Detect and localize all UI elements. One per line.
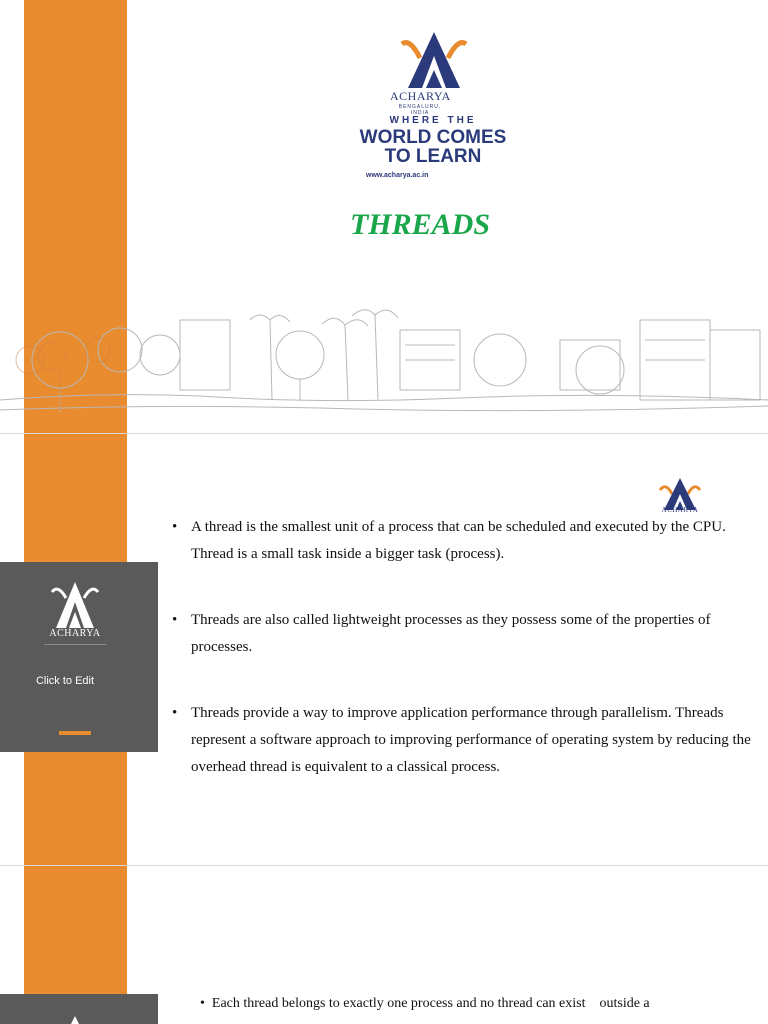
side-panel [0, 562, 158, 752]
bullet-dot: • [172, 612, 178, 628]
bullet-text: • Each thread belongs to exactly one process and no thread can exist outside a [200, 996, 650, 1011]
tagline-line-2: WORLD COMES [359, 127, 507, 148]
click-to-edit-placeholder[interactable]: Click to Edit [35, 675, 95, 687]
orange-dash [59, 731, 91, 735]
acharya-logo-white-icon [60, 1014, 90, 1024]
bullet-dot: • [172, 705, 178, 721]
tagline-line-3: TO LEARN [384, 146, 482, 167]
bullet-text: Threads provide a way to improve application performance through parallelism. Threads represent a software approach to improving performance of operating system by reducing the overhead thread is equivalent to a classical process. [191, 705, 751, 775]
campus-skyline-illustration [0, 300, 768, 433]
list-item [168, 514, 758, 568]
side-panel [0, 994, 158, 1024]
panel-divider [44, 644, 106, 645]
website-url: www.acharya.ac.in [366, 172, 429, 179]
logo-name: ACHARYA [390, 89, 451, 103]
logo-location: BENGALURU, INDIA [398, 104, 442, 116]
list-item [168, 700, 758, 781]
small-logo-name: ACHARYA [661, 506, 699, 514]
list-item [168, 607, 758, 661]
bullet-text: A thread is the smallest unit of a process that can be scheduled and executed by the CPU. Thread is a small task inside a bigger task (process). [191, 519, 726, 562]
content-slide-partial [0, 866, 768, 1024]
slide-title: THREADS [349, 208, 491, 241]
title-slide [0, 0, 768, 433]
content-slide [0, 434, 768, 865]
panel-logo-name: ACHARYA [49, 628, 101, 639]
tagline-line-1: WHERE THE [389, 115, 477, 126]
bullet-list [168, 514, 758, 781]
acharya-logo-white-icon [44, 580, 106, 632]
bullet-dot: • [172, 519, 178, 535]
bullet-text: Threads are also called lightweight processes as they possess some of the properties of processes. [191, 612, 711, 655]
